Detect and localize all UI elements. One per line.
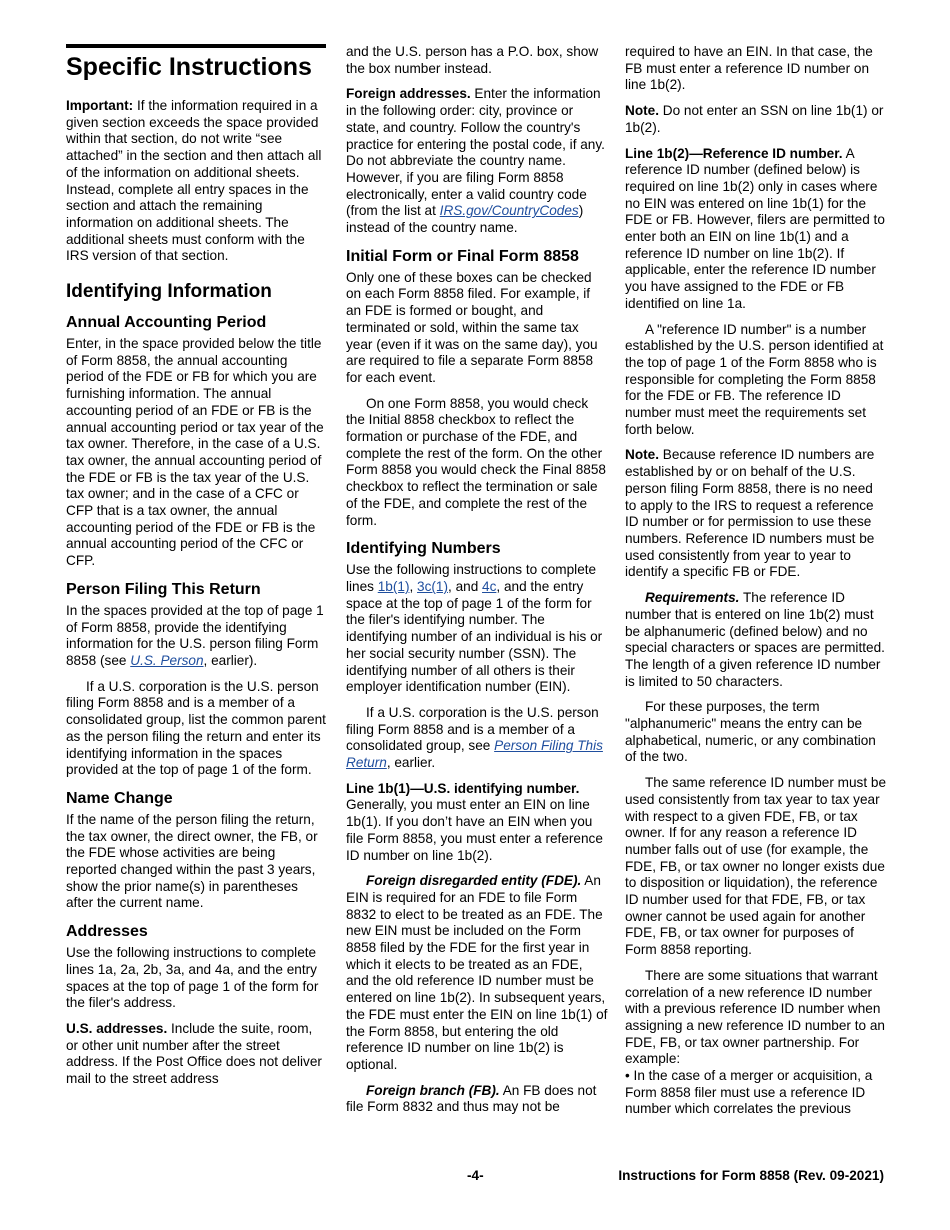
consolidated-group-text-end: , earlier. xyxy=(386,755,436,771)
important-text: If the information required in a given section exceeds the space provided within that section, do not write “see attached” in the section and then attach all of the information on additional sheets. Instead, complete all entry spaces in the section and attach the remaining information on additional sheets. The additional sheets must conform with the IRS version of that section. xyxy=(66,98,322,264)
heading-identifying-numbers: Identifying Numbers xyxy=(346,540,501,558)
consolidated-group-text: If a U.S. corporation is the U.S. person filing Form 8858 and is a member of a consolidated group, see xyxy=(346,704,599,754)
heading-initial-final: Initial Form or Final Form 8858 xyxy=(346,247,579,265)
identifying-numbers-text-end: , and the entry space at the top of page 1 of the form for the filer's identifying number. The identifying number of an individual is his or her social security number (SSN). The identifying number of all others is their employer identification number (EIN). xyxy=(346,578,603,695)
us-addresses-paragraph xyxy=(66,1021,326,1088)
fde-paragraph xyxy=(346,873,608,1073)
annual-accounting-paragraph: Enter, in the space provided below the title of Form 8858, the annual accounting period of the FDE or FB for which you are furnishing information. The annual accounting period of an FDE or FB is the annual accounting period or tax year of the tax owner. Therefore, in the case of a U.S. tax owner, the annual accounting period of the FDE or FB is the tax year of the U.S. tax owner; and in the case of a CFC or CFP that is a tax owner, the annual accounting period of the FDE or FB is the annual accounting period of the CFC or CFP. xyxy=(66,336,324,569)
note-text: Do not enter an SSN on line 1b(1) or 1b(2). xyxy=(625,103,884,135)
alphanumeric-paragraph: For these purposes, the term "alphanumeric" means the entry can be alphabetical, numeric, or any combination of the two. xyxy=(625,699,876,765)
heading-person-filing: Person Filing This Return xyxy=(66,580,261,598)
note-text: Because reference ID numbers are established by or on behalf of the U.S. person filing Form 8858, there is no need to apply to the IRS to request a reference ID number or for permission to use these numbers. Reference ID numbers must be used consistently from year to year to identify a specific FB or FDE. xyxy=(625,447,875,580)
person-filing-text: In the spaces provided at the top of page 1 of Form 8858, provide the identifying information for the U.S. person filing Form 8858 (see xyxy=(66,602,324,668)
foreign-addresses-text-end: ) instead of the country name. xyxy=(346,203,584,236)
name-change-paragraph: If the name of the person filing the return, the tax owner, the direct owner, the FB, or the FDE whose activities are being reported changed within the past 3 years, show the prior name(s) in parentheses after the current name. xyxy=(66,811,318,911)
page-number: -4- xyxy=(467,1168,484,1183)
foreign-addresses-paragraph xyxy=(346,86,608,236)
note-label: Note. xyxy=(625,447,659,463)
line-1b1-label: Line 1b(1)—U.S. identifying number. xyxy=(346,780,580,796)
identifying-numbers-text: Use the following instructions to complete lines xyxy=(346,562,597,594)
us-person-link[interactable]: U.S. Person xyxy=(130,652,204,668)
line-1b1-paragraph xyxy=(346,781,608,865)
person-filing-text-end: , earlier). xyxy=(203,652,258,668)
continued-paragraph: required to have an EIN. In that case, the FB must enter a reference ID number on line 1b(2). xyxy=(625,44,873,93)
one-form-paragraph: On one Form 8858, you would check the Initial 8858 checkbox to reflect the formation or purchase of the FDE, and complete the rest of the form. On the other Form 8858 you would check the Final 8858 checkbox to reflect the termination or sale of the FDE, and complete the rest of the form. xyxy=(346,395,606,528)
note-label: Note. xyxy=(625,103,659,119)
important-paragraph xyxy=(66,98,326,265)
line-1b2-label: Line 1b(2)—Reference ID number. xyxy=(625,145,843,161)
requirements-label: Requirements. xyxy=(645,590,740,606)
page-title: Specific Instructions xyxy=(66,44,326,82)
country-codes-link[interactable]: IRS.gov/CountryCodes xyxy=(439,203,579,219)
merger-bullet: • In the case of a merger or acquisition, a Form 8858 filer must use a reference ID number which correlates the previous xyxy=(625,1068,873,1117)
situations-paragraph: There are some situations that warrant correlation of a new reference ID number with a previous reference ID number when assigning a new reference ID number to an FDE, FB, or tax owner partnership. For example: xyxy=(625,967,885,1067)
heading-annual-accounting-period: Annual Accounting Period xyxy=(66,314,267,332)
fde-text: An EIN is required for an FDE to file Form 8832 to elect to be treated as an FDE. The new EIN must be included on the Form 8858 filed by the FDE for the first year in which it elects to be treated as an FDE, and the old reference ID number must be entered on line 1b(2). In subsequent years, the FDE must enter the EIN on line 1b(1) of the Form 8858, but entering the old reference ID number on line 1b(2) is optional. xyxy=(346,873,608,1072)
consolidated-group-paragraph xyxy=(346,705,608,772)
line-3c1-link[interactable]: 3c(1) xyxy=(417,578,449,594)
reference-id-definition-paragraph: A "reference ID number" is a number established by the U.S. person identified at the top of page 1 of the Form 8858 who is responsible for completing the Form 8858 for the FDE or FB. The reference ID number must meet the requirements set forth below. xyxy=(625,321,884,437)
foreign-addresses-text: Enter the information in the following order: city, province or state, and country. Follow the country's practice for entering the postal code, if any. Do not abbreviate the country name. However, if you are filing Form 8858 electronically, enter a valid country code (from the list at xyxy=(346,86,605,219)
identifying-numbers-paragraph xyxy=(346,562,608,696)
same-reference-paragraph: The same reference ID number must be used consistently from tax year to tax year with respect to a given FDE, FB, or tax owner. If for any reason a reference ID number falls out of use (for example, the FDE, FB, or tax owner no longer exists due to disposition or liquidation), the reference ID number used for that FDE, FB, or tax owner cannot be used again for another FDE, FB, or tax owner for purposes of Form 8858 reporting. xyxy=(625,775,887,958)
foreign-addresses-label: Foreign addresses. xyxy=(346,86,471,102)
fb-label: Foreign branch (FB). xyxy=(366,1082,500,1098)
requirements-text: The reference ID number that is entered on line 1b(2) must be alphanumeric (defined below) and no special characters or spaces are permitted. The length of a given reference ID number is limited to 50 characters. xyxy=(625,590,885,689)
separator: , xyxy=(409,578,418,594)
line-1b2-text: A reference ID number (defined below) is required on line 1b(2) only in cases where no EIN was entered on line 1b(1) for the FDE or FB. However, filers are permitted to enter both an EIN on line 1b(1) and a reference ID number on line 1b(2). If applicable, enter the reference ID number you have assigned to the FDE or FB identified on line 1a. xyxy=(625,145,885,311)
fb-text: An FB does not file Form 8832 and thus may not be xyxy=(346,1082,597,1115)
fde-label: Foreign disregarded entity (FDE). xyxy=(366,873,582,889)
initial-final-paragraph: Only one of these boxes can be checked on each Form 8858 filed. For example, if an FDE is formed or bought, and terminated or sold, within the same tax year (even if it was on the same day), you are required to file a separate Form 8858 for each event. xyxy=(346,269,598,385)
note-ssn-paragraph xyxy=(625,103,887,136)
heading-identifying-information: Identifying Information xyxy=(66,281,272,303)
line-1b2-paragraph xyxy=(625,146,887,313)
line-1b1-text: Generally, you must enter an EIN on line 1b(1). If you don’t have an EIN when you file Form 8858, you must enter a reference ID number on line 1b(2). xyxy=(346,797,603,863)
note-reference-paragraph xyxy=(625,447,887,581)
separator: , and xyxy=(448,578,483,594)
person-filing-link[interactable]: Person Filing This Return xyxy=(346,738,603,771)
heading-name-change: Name Change xyxy=(66,789,173,807)
person-filing-paragraph xyxy=(66,603,326,670)
addresses-paragraph: Use the following instructions to complete lines 1a, 2a, 2b, 3a, and 4a, and the entry spaces at the top of page 1 of the form for the filer's address. xyxy=(66,945,319,1011)
us-addresses-label: U.S. addresses. xyxy=(66,1020,168,1036)
line-4c-link[interactable]: 4c xyxy=(482,578,497,594)
column-2 xyxy=(346,44,608,1125)
heading-addresses: Addresses xyxy=(66,923,148,941)
line-1b1-link[interactable]: 1b(1) xyxy=(377,578,410,594)
us-addresses-text: Include the suite, room, or other unit number after the street address. If the Post Office does not deliver mail to the street address xyxy=(66,1020,322,1087)
corporation-paragraph: If a U.S. corporation is the U.S. person filing Form 8858 and is a member of a consolidated group, list the common parent as the person filing the return and enter its identifying information in the spaces provided at the top of page 1 of the form. xyxy=(66,678,326,778)
column-1 xyxy=(66,44,326,1097)
important-label: Important: xyxy=(66,98,134,113)
continued-paragraph: and the U.S. person has a P.O. box, show the box number instead. xyxy=(346,44,599,76)
requirements-paragraph xyxy=(625,590,887,690)
column-3 xyxy=(625,44,887,1127)
footer-title: Instructions for Form 8858 (Rev. 09-2021) xyxy=(618,1168,884,1183)
fb-paragraph xyxy=(346,1083,608,1116)
